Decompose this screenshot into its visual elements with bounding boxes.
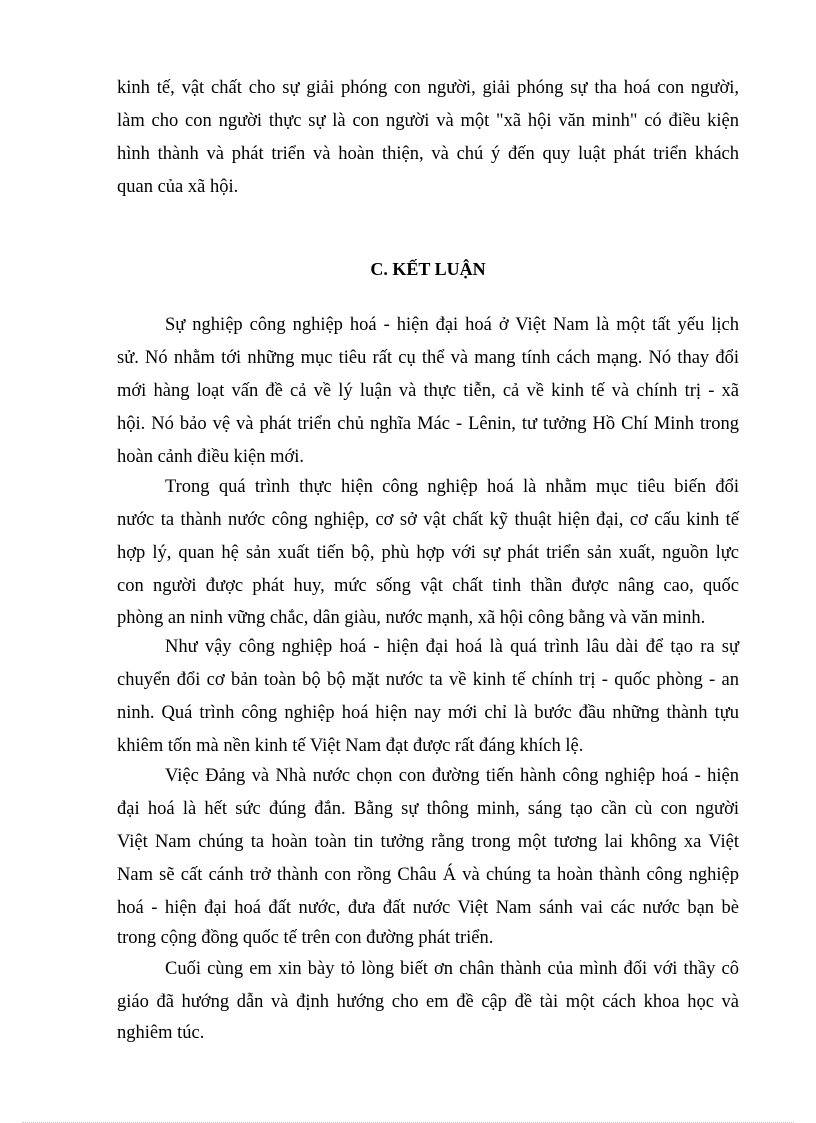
text-line: nước ta thành nước công nghiệp, cơ sở vật chất kỹ thuật hiện đại, cơ cấu kinh tế	[117, 510, 739, 530]
text-line: hoàn cảnh điều kiện mới.	[117, 447, 305, 467]
text-line: Việc Đảng và Nhà nước chọn con đường tiến hành công nghiệp hoá - hiện	[165, 766, 739, 786]
section-heading: C. KẾT LUẬN	[370, 259, 486, 279]
text-line: phòng an ninh vững chắc, dân giàu, nước mạnh, xã hội công bằng và văn minh.	[117, 608, 706, 628]
text-line: hội. Nó bảo vệ và phát triển chủ nghĩa Mác - Lênin, tư tưởng Hồ Chí Minh trong	[117, 414, 739, 434]
text-line: sử. Nó nhằm tới những mục tiêu rất cụ thể và mang tính cách mạng. Nó thay đổi	[117, 348, 739, 368]
text-line: Trong quá trình thực hiện công nghiệp hoá là nhằm mục tiêu biến đổi	[165, 477, 739, 497]
text-line: khiêm tốn mà nền kinh tế Việt Nam đạt được rất đáng khích lệ.	[117, 736, 584, 756]
text-line: quan của xã hội.	[117, 177, 239, 197]
text-line: giáo đã hướng dẫn và định hướng cho em đề cập đề tài một cách khoa học và	[117, 992, 739, 1012]
text-line: Nam sẽ cất cánh trở thành con rồng Châu Á và chúng ta hoàn thành công nghiệp	[117, 865, 739, 885]
text-line: Sự nghiệp công nghiệp hoá - hiện đại hoá ở Việt Nam là một tất yếu lịch	[165, 315, 739, 335]
text-line: làm cho con người thực sự là con người và một "xã hội văn minh" có điều kiện	[117, 111, 739, 131]
text-line: ninh. Quá trình công nghiệp hoá hiện nay mới chỉ là bước đầu những thành tựu	[117, 703, 739, 723]
text-line: Cuối cùng em xin bày tỏ lòng biết ơn chân thành của mình đối với thầy cô	[165, 959, 739, 979]
text-line: đại hoá là hết sức đúng đắn. Bằng sự thông minh, sáng tạo cần cù con người	[117, 799, 739, 819]
text-line: hợp lý, quan hệ sản xuất tiến bộ, phù hợp với sự phát triển sản xuất, nguồn lực	[117, 543, 739, 563]
text-line: Việt Nam chúng ta hoàn toàn tin tưởng rằng trong một tương lai không xa Việt	[117, 832, 739, 852]
text-line: chuyển đổi cơ bản toàn bộ bộ mặt nước ta về kinh tế chính trị - quốc phòng - an	[117, 670, 739, 690]
text-line: mới hàng loạt vấn đề cả về lý luận và thực tiễn, cả về kinh tế và chính trị - xã	[117, 381, 739, 401]
text-line: con người được phát huy, mức sống vật chất tinh thần được nâng cao, quốc	[117, 576, 739, 596]
text-line: hoá - hiện đại hoá đất nước, đưa đất nước Việt Nam sánh vai các nước bạn bè	[117, 898, 739, 918]
text-line: hình thành và phát triển và hoàn thiện, và chú ý đến quy luật phát triển khách	[117, 144, 739, 164]
text-line: nghiêm túc.	[117, 1023, 205, 1043]
text-line: trong cộng đồng quốc tế trên con đường phát triển.	[117, 928, 494, 948]
text-line: Như vậy công nghiệp hoá - hiện đại hoá là quá trình lâu dài để tạo ra sự	[165, 637, 739, 657]
text-line: kinh tế, vật chất cho sự giải phóng con người, giải phóng sự tha hoá con người,	[117, 78, 739, 98]
